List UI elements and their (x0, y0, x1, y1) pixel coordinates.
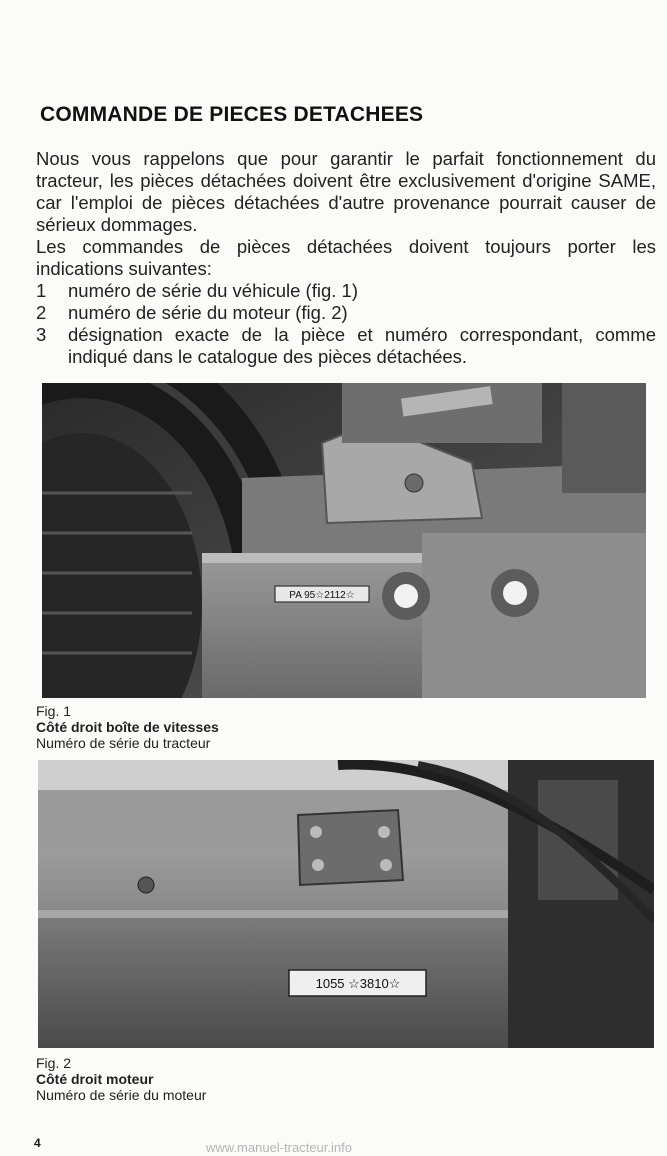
figure-2-photo (38, 760, 654, 1048)
list-item (36, 324, 656, 368)
list-item-number: 3 (36, 324, 47, 345)
page-number: 4 (34, 1136, 41, 1150)
watermark: www.manuel-tracteur.info (206, 1140, 352, 1155)
requirements-list (36, 280, 656, 368)
list-item-number: 1 (36, 280, 47, 301)
figure-title: Côté droit moteur (36, 1071, 154, 1087)
serial-plate-text: 1055 ☆3810☆ (315, 976, 401, 991)
list-item-number: 2 (36, 302, 47, 323)
figure-title: Côté droit boîte de vitesses (36, 719, 219, 735)
list-item-text: numéro de série du véhicule (fig. 1) (68, 280, 358, 301)
figure-2-caption (36, 1055, 206, 1103)
list-item-text: désignation exacte de la pièce et numéro correspondant, comme indiqué dans le catalogue des pièces détachées. (68, 324, 656, 367)
figure-subtitle: Numéro de série du tracteur (36, 735, 211, 751)
list-item-text: numéro de série du moteur (fig. 2) (68, 302, 348, 323)
intro-text (36, 148, 656, 368)
figure-label: Fig. 2 (36, 1055, 72, 1071)
list-item (36, 302, 656, 324)
figure-label: Fig. 1 (36, 703, 72, 719)
figure-1-photo (42, 383, 646, 698)
figure-1-caption (36, 703, 219, 751)
page-title: COMMANDE DE PIECES DETACHEES (40, 103, 424, 126)
figure-subtitle: Numéro de série du moteur (36, 1087, 207, 1103)
intro-paragraph-2: Les commandes de pièces détachées doivent toujours porter les indications suivantes: (36, 236, 656, 279)
serial-plate-text: PA 95☆2112☆ (289, 590, 355, 601)
list-item (36, 280, 656, 302)
intro-paragraph-1: Nous vous rappelons que pour garantir le parfait fonctionnement du tracteur, les pièces détachées doivent être exclusivement d'origine SAME, car l'emploi de pièces détachées d'autre provenance pourrait causer de sérieux dommages. (36, 148, 656, 235)
